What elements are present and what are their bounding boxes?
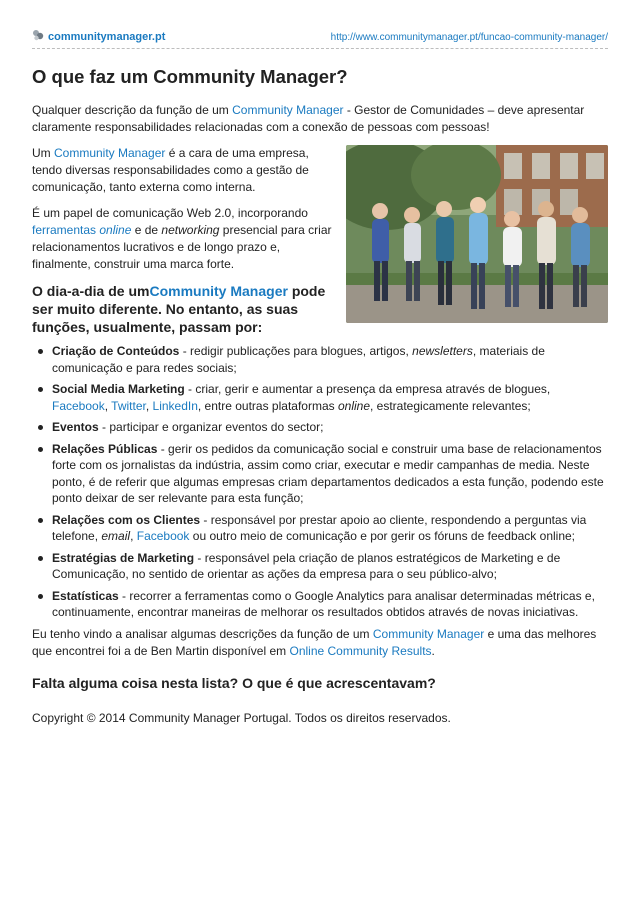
intro-paragraph (32, 102, 608, 136)
header-divider (32, 48, 608, 49)
web20-text: É um papel de comunicação Web 2.0, incorporando (32, 206, 308, 220)
list-item-separator: , (104, 398, 112, 413)
community-manager-link-2[interactable]: Community Manager (54, 146, 166, 160)
linkedin-link[interactable]: LinkedIn (152, 398, 198, 413)
duties-heading-text-end: pode ser muito diferente. No entanto, as suas funções, usualmente, passam por: (32, 283, 326, 335)
page-url-link[interactable]: http://www.communitymanager.pt/funcao-community-manager/ (330, 31, 608, 43)
networking-term: networking (161, 223, 220, 237)
list-item-text: - redigir publicações para blogues, artigos, (179, 344, 413, 358)
closing-text: Eu tenho vindo a analisar algumas descrições da função de um (32, 626, 373, 641)
list-item-text: , estrategicamente relevantes; (370, 398, 531, 413)
list-item (32, 441, 608, 507)
web20-text-end: presencial para criar relacionamentos lucrativos e de longo prazo e, finalmente, construir uma marca forte. (32, 223, 332, 271)
list-item-text: - gerir os pedidos da comunicação social e construir uma base de relacionamentos forte com os jornalistas da indústria, assim como criar, executar e medir campanhas de media. Neste ponto, é de referir que algumas empresas criam departamentos dedicados a esta função, podendo este ponto deixar de ser relevante para esta função; (52, 441, 604, 505)
list-item (32, 550, 608, 583)
list-item-title: Estatísticas (52, 588, 119, 603)
copyright-text: Copyright © 2014 Community Manager Portugal. Todos os direitos reservados. (32, 710, 451, 725)
duties-heading-text: O dia-a-dia de um (32, 283, 150, 299)
online-community-results-link[interactable]: Online Community Results (289, 643, 432, 658)
list-item (32, 381, 608, 414)
community-manager-link-3[interactable]: Community Manager (149, 283, 288, 299)
list-item-title: Relações com os Clientes (52, 512, 201, 527)
intro-text-end: - Gestor de Comunidades – deve apresentar claramente responsabilidades relacionadas com a conexão de pessoas com pessoas! (32, 103, 585, 134)
article-body (32, 66, 608, 736)
online-tools-link-text: ferramentas (32, 223, 100, 237)
list-item-title: Criação de Conteúdos (52, 344, 180, 358)
site-name-link[interactable]: communitymanager.pt (48, 31, 166, 43)
list-item-title: Estratégias de Marketing (52, 550, 195, 565)
list-item-text: , materiais de comunicação e para redes sociais; (52, 344, 545, 375)
list-item-text: - participar e organizar eventos do sector; (98, 420, 324, 434)
community-manager-link[interactable]: Community Manager (232, 103, 344, 117)
intro-text: Qualquer descrição da função de um (32, 103, 233, 117)
article-title: O que faz um Community Manager? (32, 66, 348, 87)
list-item (32, 588, 608, 621)
page-header (32, 28, 608, 46)
facebook-link[interactable]: Facebook (52, 398, 105, 413)
question-heading: Falta alguma coisa nesta lista? O que é que acrescentavam? (32, 674, 436, 691)
list-item-italic: online (337, 398, 370, 413)
facebook-link-2[interactable]: Facebook (136, 529, 190, 543)
site-branding[interactable] (32, 28, 165, 46)
closing-text-end: . (431, 643, 435, 658)
online-tools-link[interactable] (32, 223, 131, 237)
closing-text-mid: e uma das melhores que encontrei foi a de Ben Martin disponível em (32, 626, 597, 658)
list-item-italic: newsletters (412, 344, 473, 358)
list-item-title: Social Media Marketing (52, 382, 185, 396)
list-item-text: ou outro meio de comunicação e por gerir os fóruns de feedback online; (189, 529, 576, 543)
closing-paragraph (32, 626, 608, 660)
list-item-text: , (130, 529, 137, 543)
list-item-separator: , (145, 398, 153, 413)
team-photo (346, 145, 608, 323)
list-item-title: Relações Públicas (52, 441, 158, 456)
list-item-italic: email (101, 529, 131, 543)
online-tools-link-italic: online (99, 223, 132, 237)
list-item-text: - responsável pela criação de planos estratégicos de Marketing e de Comunicação, no sentido de orientar as ações da empresa para o seu público-alvo; (52, 550, 561, 581)
twitter-link[interactable]: Twitter (111, 398, 146, 413)
list-item-text: - recorrer a ferramentas como o Google Analytics para analisar determinadas métricas e, continuamente, encontrar maneiras de melhorar os resultados obtidos através de novas iniciativas. (52, 588, 595, 619)
site-favicon-icon (32, 28, 44, 46)
list-item-text: - responsável por prestar apoio ao cliente, respondendo a perguntas via telefone, (52, 512, 587, 543)
web20-text-mid: e de (131, 223, 162, 237)
list-item-text: - criar, gerir e aumentar a presença da empresa através de blogues, (184, 382, 551, 396)
list-item (32, 512, 608, 545)
role-text: Um (32, 146, 54, 160)
role-text-end: é a cara de uma empresa, tendo diversas responsabilidades como a gestão de comunicação, tanto externa como interna. (32, 146, 309, 194)
list-item-text: , entre outras plataformas (197, 398, 338, 413)
duties-list (32, 343, 608, 621)
list-item (32, 419, 608, 436)
list-item-title: Eventos (52, 420, 99, 434)
list-item (32, 343, 608, 376)
community-manager-link-4[interactable]: Community Manager (372, 626, 485, 641)
